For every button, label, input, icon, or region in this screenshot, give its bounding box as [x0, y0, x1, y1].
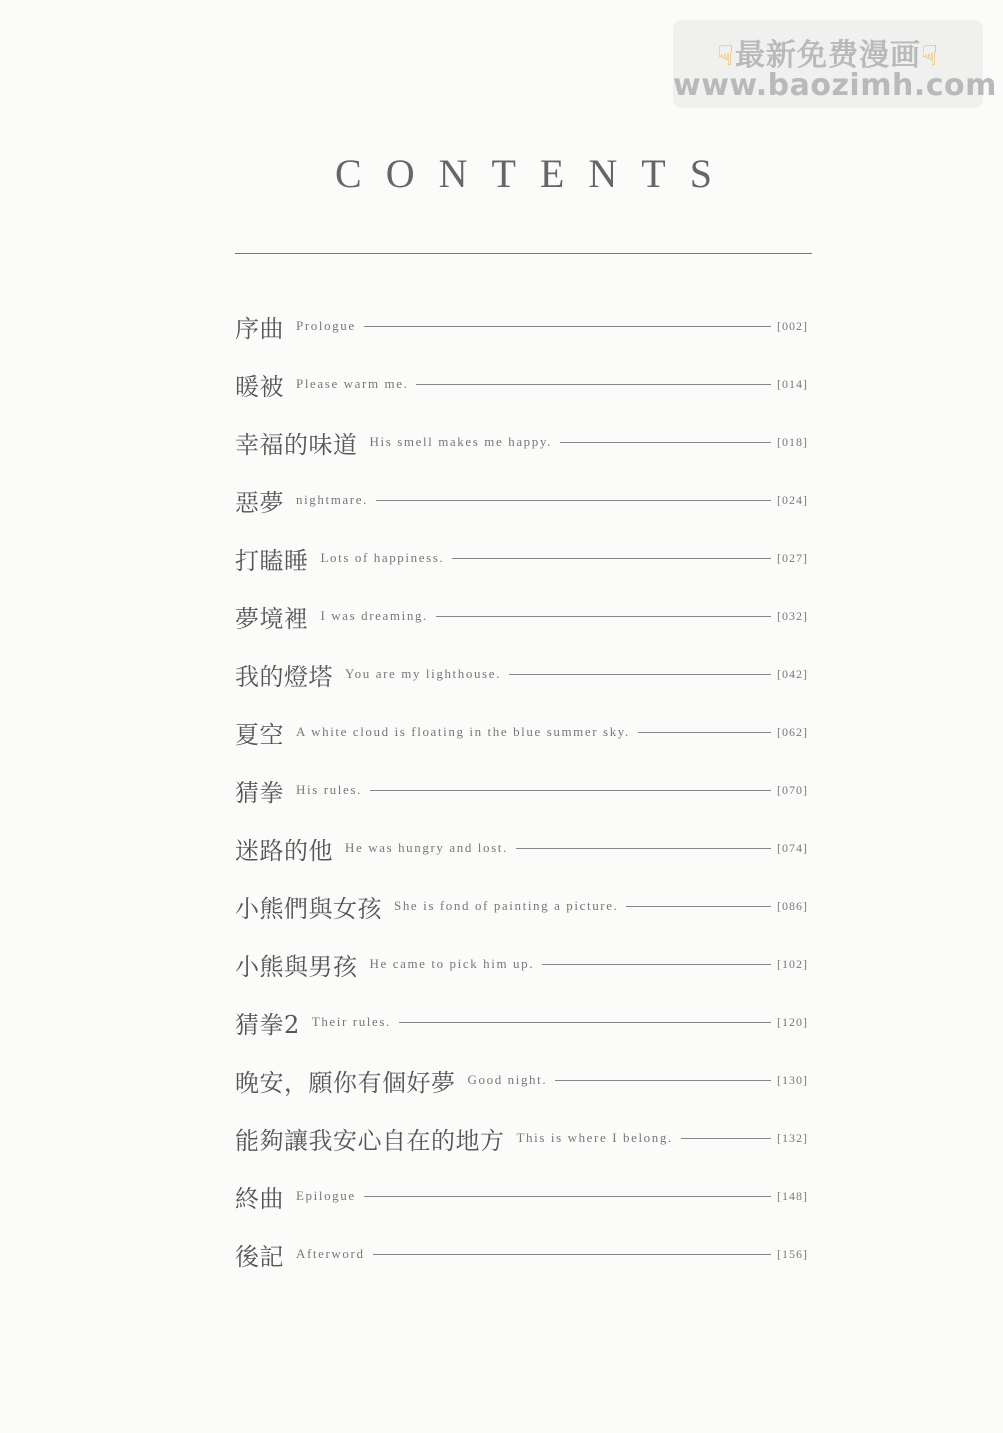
toc-entry: [235, 1234, 808, 1274]
page-number: [024]: [777, 492, 808, 507]
page-number: [148]: [777, 1188, 808, 1203]
leader-line: [638, 732, 771, 733]
leader-line: [555, 1080, 771, 1081]
chapter-title-zh: 打瞌睡: [235, 546, 309, 575]
toc-entry: [235, 422, 808, 462]
leader-line: [626, 906, 771, 907]
toc-entry: [235, 596, 808, 636]
page-number: [027]: [777, 550, 808, 565]
leader-line: [376, 500, 771, 501]
page-number: [062]: [777, 724, 808, 739]
chapter-title-en: Epilogue: [296, 1188, 356, 1203]
chapter-title-en: Their rules.: [311, 1014, 391, 1029]
watermark-text: 最新免费漫画: [735, 38, 921, 73]
chapter-title-en: Good night.: [467, 1072, 548, 1087]
chapter-title-zh: 終曲: [235, 1184, 284, 1213]
page-number: [132]: [777, 1130, 808, 1145]
leader-line: [542, 964, 771, 965]
leader-line: [516, 848, 771, 849]
pointing-hand-icon: ☟: [921, 39, 940, 72]
chapter-title-zh: 暖被: [235, 372, 284, 401]
leader-line: [681, 1138, 771, 1139]
toc-entry: [235, 886, 808, 926]
page-number: [042]: [777, 666, 808, 681]
leader-line: [364, 1196, 771, 1197]
chapter-title-en: His rules.: [296, 782, 362, 797]
page-number: [130]: [777, 1072, 808, 1087]
chapter-title-en: nightmare.: [296, 492, 368, 507]
chapter-title-en: He came to pick him up.: [369, 956, 535, 971]
page-number: [018]: [777, 434, 808, 449]
pointing-hand-icon: ☟: [716, 39, 735, 72]
page-number: [120]: [777, 1014, 808, 1029]
page-number: [014]: [777, 376, 808, 391]
page-number: [032]: [777, 608, 808, 623]
chapter-title-zh: 惡夢: [235, 488, 284, 517]
page-title: CONTENTS: [335, 151, 736, 196]
toc-entry: [235, 480, 808, 520]
toc-entry: [235, 828, 808, 868]
chapter-title-zh: 後記: [235, 1242, 284, 1271]
leader-line: [416, 384, 771, 385]
chapter-title-zh: 能夠讓我安心自在的地方: [235, 1126, 505, 1155]
chapter-title-en: I was dreaming.: [320, 608, 428, 623]
toc-entry: [235, 712, 808, 752]
chapter-title-en: He was hungry and lost.: [345, 840, 508, 855]
table-of-contents: [235, 306, 808, 1292]
page-number: [002]: [777, 318, 808, 333]
leader-line: [560, 442, 771, 443]
page-number: [156]: [777, 1246, 808, 1261]
chapter-title-en: Afterword: [296, 1246, 365, 1261]
chapter-title-en: Please warm me.: [296, 376, 409, 391]
leader-line: [373, 1254, 771, 1255]
chapter-title-en: She is fond of painting a picture.: [394, 898, 619, 913]
toc-entry: [235, 538, 808, 578]
chapter-title-zh: 序曲: [235, 314, 284, 343]
chapter-title-zh: 幸福的味道: [235, 430, 358, 459]
toc-entry: [235, 1060, 808, 1100]
chapter-title-en: A white cloud is floating in the blue summer sky.: [296, 724, 630, 739]
toc-entry: [235, 364, 808, 404]
chapter-title-en: His smell makes me happy.: [369, 434, 552, 449]
toc-entry: [235, 1176, 808, 1216]
page-number: [102]: [777, 956, 808, 971]
chapter-title-zh: 迷路的他: [235, 836, 333, 865]
toc-entry: [235, 1118, 808, 1158]
leader-line: [370, 790, 771, 791]
chapter-title-zh: 我的燈塔: [235, 662, 333, 691]
chapter-title-en: Lots of happiness.: [320, 550, 445, 565]
toc-entry: [235, 306, 808, 346]
leader-line: [364, 326, 771, 327]
chapter-title-zh: 晚安，願你有個好夢: [235, 1068, 456, 1097]
chapter-title-zh: 猜拳: [235, 778, 284, 807]
chapter-title-en: This is where I belong.: [516, 1130, 673, 1145]
leader-line: [399, 1022, 771, 1023]
toc-entry: [235, 770, 808, 810]
page-number: [074]: [777, 840, 808, 855]
leader-line: [509, 674, 771, 675]
watermark-banner: [673, 20, 997, 108]
chapter-title-zh: 猜拳2: [235, 1010, 300, 1039]
chapter-title-zh: 小熊與男孩: [235, 952, 358, 981]
page-number: [070]: [777, 782, 808, 797]
chapter-title-zh: 夏空: [235, 720, 284, 749]
leader-line: [436, 616, 771, 617]
toc-entry: [235, 944, 808, 984]
chapter-title-en: You are my lighthouse.: [345, 666, 501, 681]
chapter-title-zh: 夢境裡: [235, 604, 309, 633]
toc-entry: [235, 1002, 808, 1042]
toc-entry: [235, 654, 808, 694]
title-divider: [235, 253, 812, 254]
page-number: [086]: [777, 898, 808, 913]
leader-line: [452, 558, 771, 559]
chapter-title-en: Prologue: [296, 318, 356, 333]
watermark-url: www.baozimh.com: [673, 68, 997, 103]
chapter-title-zh: 小熊們與女孩: [235, 894, 382, 923]
